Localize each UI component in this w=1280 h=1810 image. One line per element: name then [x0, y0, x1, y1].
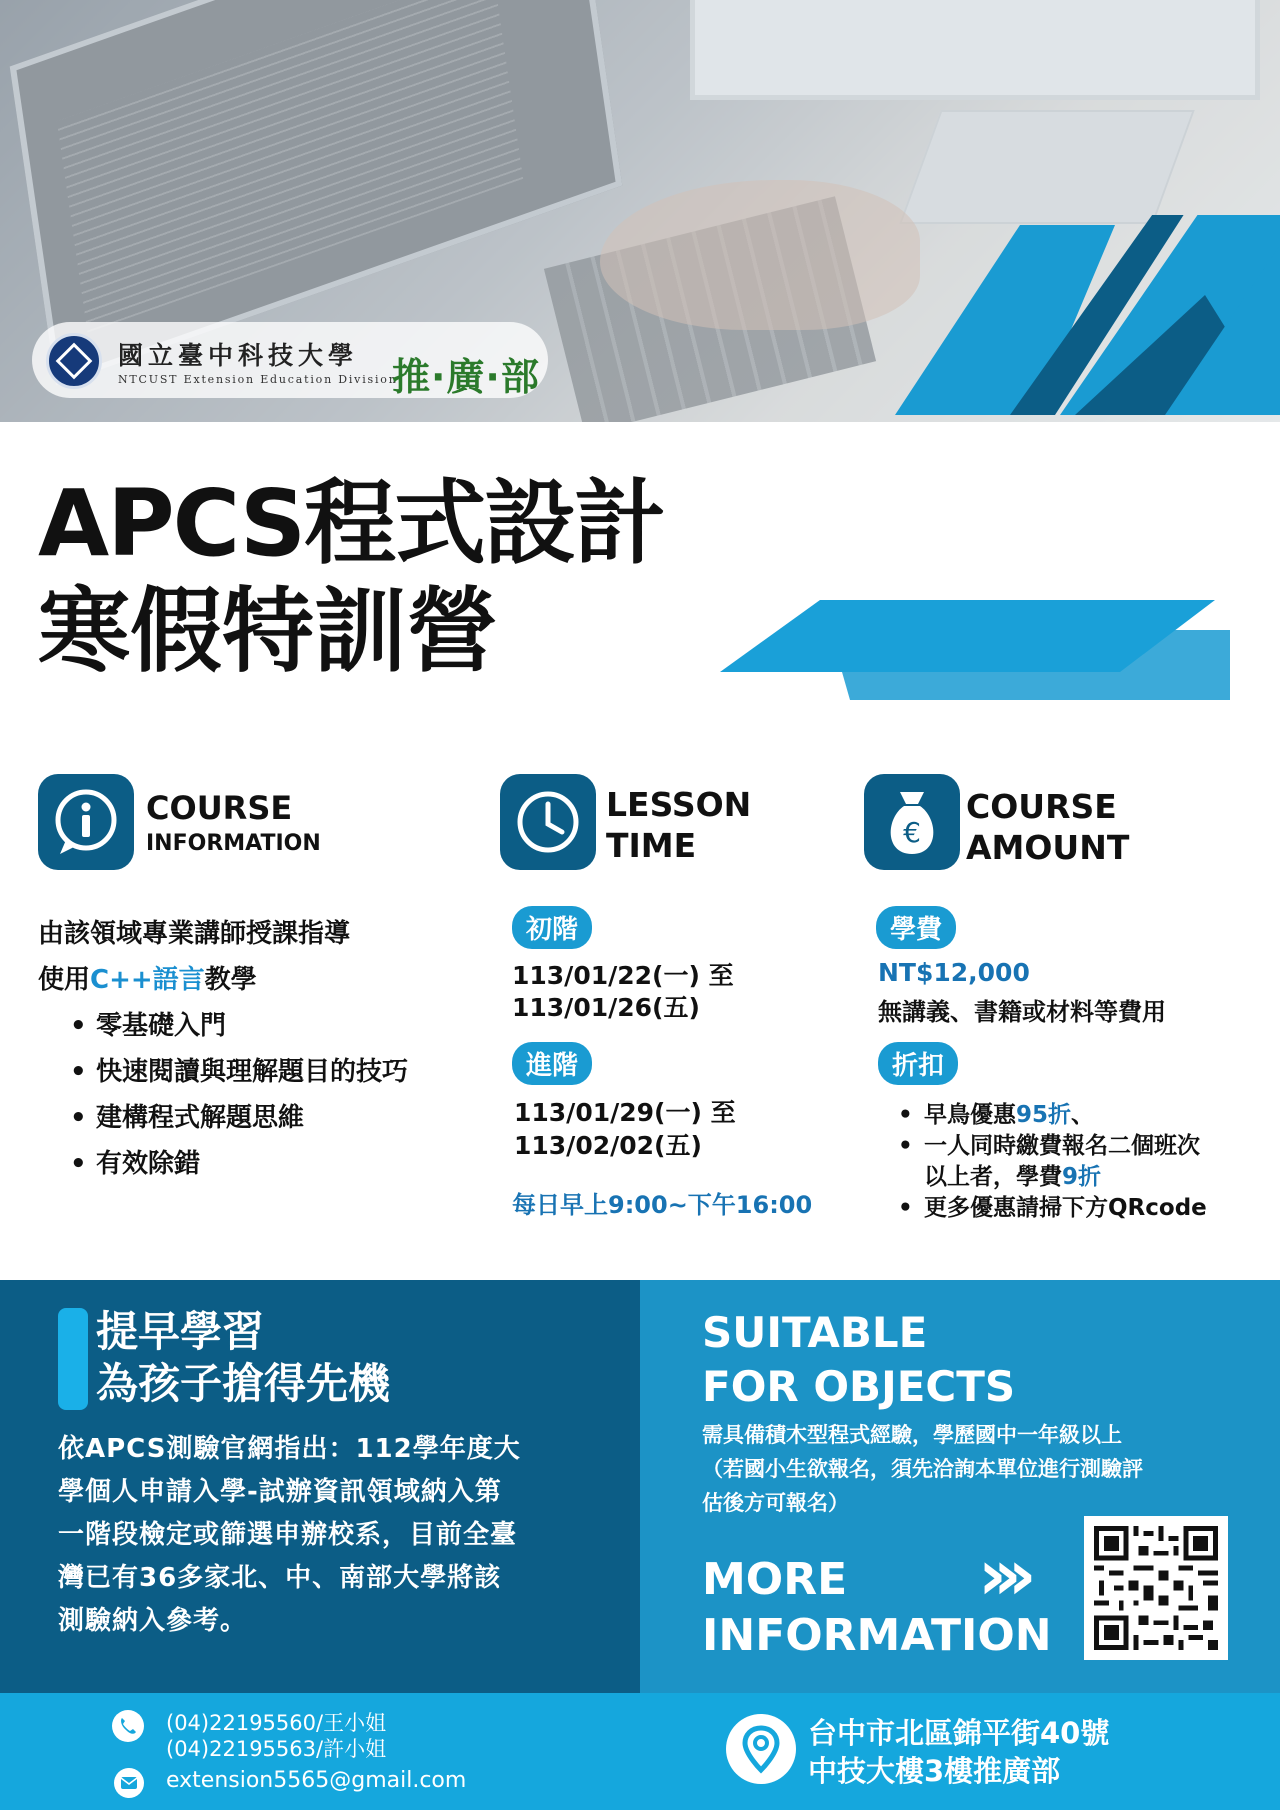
page-title-line2: 寒假特訓營	[38, 578, 499, 685]
discount-item-group	[898, 1131, 1258, 1193]
clock-icon	[500, 774, 596, 870]
address-line-1: 台中市北區錦平街40號	[808, 1716, 1110, 1750]
promo-line: 依APCS測驗官網指出：112學年度大	[58, 1434, 521, 1464]
advanced-badge: 進階	[512, 1042, 592, 1085]
discount-item-early-bird	[898, 1100, 1258, 1131]
suitable-heading-1: SUITABLE	[702, 1308, 928, 1357]
early-bird-rate: 95折	[1016, 1102, 1072, 1128]
promo-heading	[96, 1306, 390, 1410]
daily-time: 每日早上9:00~下午16:00	[512, 1191, 813, 1219]
suitable-line: （若國小生欲報名，須先洽詢本單位進行測驗評	[702, 1457, 1143, 1481]
email-icon	[114, 1768, 144, 1798]
advanced-dates	[514, 1096, 736, 1162]
school-name-en: NTCUST Extension Education Division	[118, 373, 398, 386]
money-icon-box	[864, 774, 960, 870]
phone-icon	[112, 1710, 144, 1742]
course-info-heading-1: COURSE	[146, 789, 293, 827]
address	[808, 1714, 1109, 1790]
fee-note: 無講義、書籍或材料等費用	[878, 998, 1166, 1026]
page-title-line1: APCS程式設計	[38, 470, 665, 577]
phone-2[interactable]: (04)22195563/許小姐	[166, 1737, 387, 1761]
promo-accent-bar	[58, 1308, 88, 1410]
beginner-dates	[512, 960, 734, 1024]
address-line-2: 中技大樓3樓推廣部	[808, 1754, 1061, 1788]
course-info-body	[38, 911, 478, 1187]
course-info-heading-2: INFORMATION	[146, 831, 321, 856]
bullet-item: • 建構程式解題思維	[70, 1095, 470, 1141]
info-icon-box	[38, 774, 134, 870]
group-text-1: 一人同時繳費報名二個班次	[924, 1133, 1200, 1159]
hero-triangles-decoration	[895, 215, 1280, 415]
course-info-bullets	[70, 1003, 470, 1187]
promo-heading-2: 為孩子搶得先機	[96, 1359, 391, 1408]
info-icon	[38, 774, 134, 870]
map-pin-glyph	[726, 1714, 796, 1784]
discount-list	[898, 1100, 1258, 1224]
promo-line: 灣已有36多家北、中、南部大學將該	[58, 1563, 502, 1593]
beginner-badge: 初階	[512, 906, 592, 949]
suitable-heading-2: FOR OBJECTS	[702, 1362, 1016, 1411]
clock-icon-box	[500, 774, 596, 870]
suitable-line: 需具備積木型程式經驗，學歷國中一年級以上	[702, 1423, 1122, 1447]
more-info-2: INFORMATION	[702, 1610, 1052, 1661]
arrows-icon: ›››	[978, 1534, 1023, 1616]
suitable-heading	[702, 1306, 1015, 1414]
suitable-body	[702, 1418, 1262, 1520]
discount-badge: 折扣	[878, 1042, 958, 1085]
phone-glyph	[112, 1710, 144, 1742]
qr-code[interactable]	[1084, 1516, 1228, 1660]
beginner-start: 113/01/22(一) 至	[512, 961, 734, 990]
course-amount-heading-2: AMOUNT	[966, 828, 1130, 867]
group-rate: 9折	[1062, 1164, 1102, 1190]
fee-badge: 學費	[876, 906, 956, 949]
bullet-item: • 零基礎入門	[70, 1003, 470, 1049]
desc-suffix: 教學	[204, 965, 257, 995]
svg-text:€: €	[903, 816, 921, 849]
school-name: 國立臺中科技大學	[118, 341, 359, 370]
language-highlight: C++語言	[90, 965, 205, 995]
email-address[interactable]: extension5565@gmail.com	[166, 1768, 467, 1793]
course-info-desc-1: 由該領域專業講師授課指導	[38, 919, 351, 949]
discount-item-more: • 更多優惠請掃下方QRcode	[898, 1193, 1258, 1224]
more-info-1: MORE	[702, 1554, 848, 1605]
advanced-end: 113/02/02(五)	[514, 1131, 702, 1160]
qr-code-icon	[1084, 1516, 1228, 1660]
promo-line: 學個人申請入學-試辦資訊領域納入第	[58, 1477, 502, 1507]
title-parallelogram-decoration	[720, 600, 1230, 700]
lesson-time-heading-2: TIME	[606, 826, 697, 865]
early-bird-text: 早鳥優惠	[924, 1102, 1016, 1128]
advanced-start: 113/01/29(一) 至	[514, 1098, 736, 1127]
money-bag-icon	[864, 774, 960, 870]
desc-prefix: 使用	[38, 965, 91, 995]
early-bird-suffix: 、	[1071, 1102, 1095, 1128]
fee-value: NT$12,000	[878, 958, 1030, 987]
school-seal-icon	[46, 333, 102, 389]
course-amount-heading-1: COURSE	[966, 787, 1117, 826]
location-icon	[726, 1714, 796, 1784]
promo-line: 測驗納入參考。	[58, 1606, 248, 1636]
bullet-item: • 快速閱讀與理解題目的技巧	[70, 1049, 470, 1095]
suitable-line: 估後方可報名）	[702, 1491, 849, 1515]
phone-numbers	[166, 1710, 386, 1762]
phone-1[interactable]: (04)22195560/王小姐	[166, 1711, 387, 1735]
beginner-end: 113/01/26(五)	[512, 993, 700, 1022]
lesson-time-heading-1: LESSON	[606, 785, 752, 824]
division-name: 推·廣·部	[392, 355, 540, 399]
bullet-item: • 有效除錯	[70, 1141, 470, 1187]
envelope-glyph	[114, 1768, 144, 1798]
promo-heading-1: 提早學習	[96, 1307, 265, 1356]
promo-body	[58, 1428, 618, 1643]
group-text-2: 以上者，學費	[924, 1164, 1062, 1190]
promo-line: 一階段檢定或篩選申辦校系，目前全臺	[58, 1520, 518, 1550]
course-info-desc-2	[38, 957, 478, 1003]
